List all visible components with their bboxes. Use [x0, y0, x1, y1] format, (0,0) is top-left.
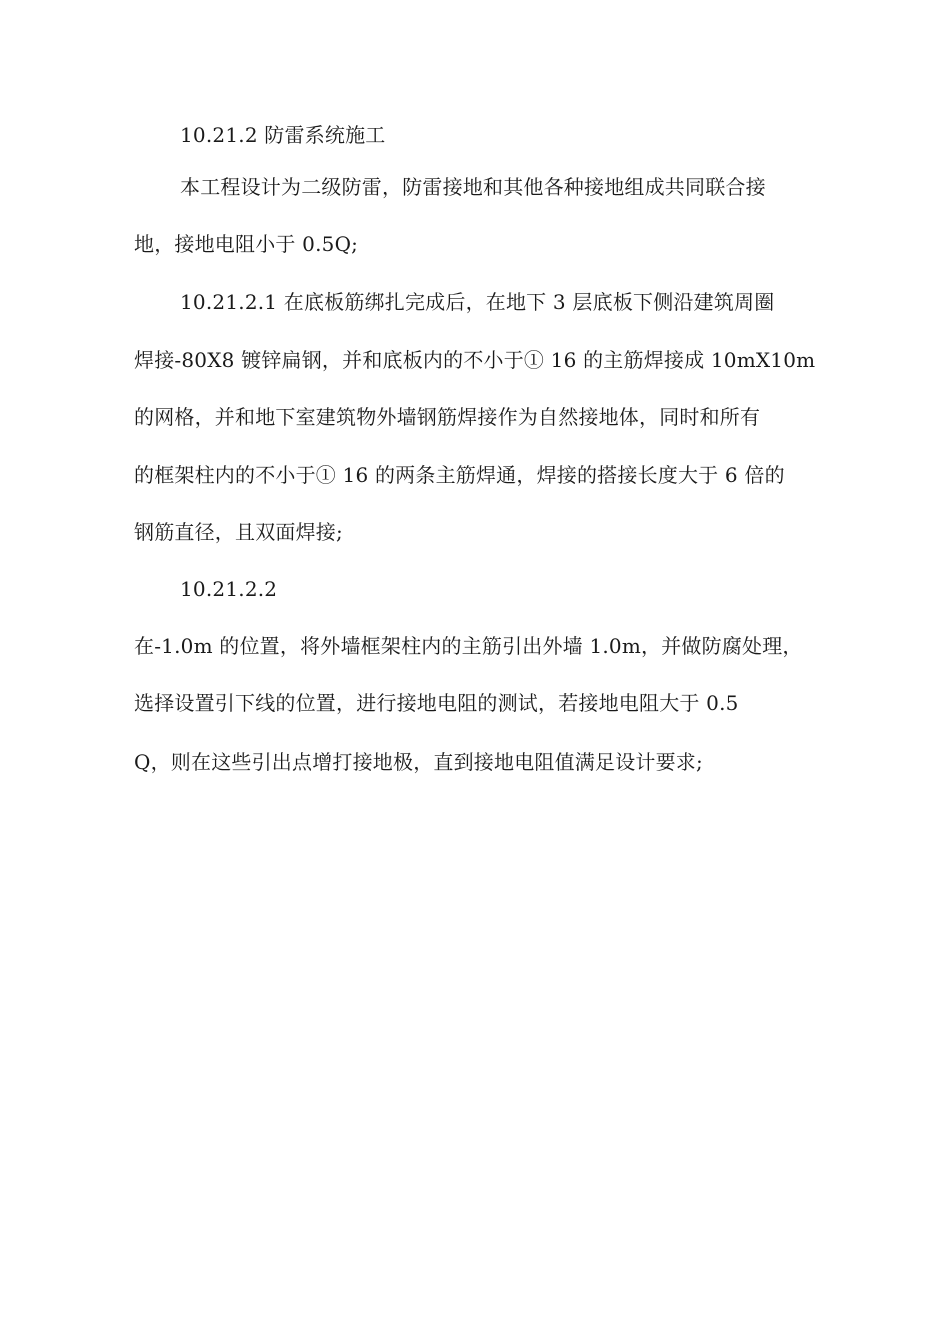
paragraph-line: 的网格，并和地下室建筑物外墙钢筋焊接作为自然接地体，同时和所有: [134, 405, 761, 429]
subsection-number: 10.21.2.2: [180, 577, 278, 601]
paragraph-line: 本工程设计为二级防雷，防雷接地和其他各种接地组成共同联合接: [180, 175, 766, 199]
paragraph-line: 10.21.2.1 在底板筋绑扎完成后，在地下 3 层底板下侧沿建筑周圈: [180, 290, 775, 314]
paragraph-line: 地，接地电阻小于 0.5Q;: [134, 232, 359, 256]
paragraph-line: 的框架柱内的不小于① 16 的两条主筋焊通，焊接的搭接长度大于 6 倍的: [134, 463, 785, 487]
paragraph-line: 选择设置引下线的位置，进行接地电阻的测试，若接地电阻大于 0.5: [134, 691, 739, 715]
section-heading: 10.21.2 防雷系统施工: [180, 123, 386, 147]
paragraph-line: 钢筋直径，且双面焊接;: [134, 520, 343, 544]
paragraph-line: 焊接-80X8 镀锌扁钢，并和底板内的不小于① 16 的主筋焊接成 10mX10m: [134, 348, 816, 372]
paragraph-line: 在-1.0m 的位置，将外墙框架柱内的主筋引出外墙 1.0m，并做防腐处理，: [134, 634, 803, 658]
paragraph-line: Q，则在这些引出点增打接地极，直到接地电阻值满足设计要求;: [134, 750, 703, 774]
